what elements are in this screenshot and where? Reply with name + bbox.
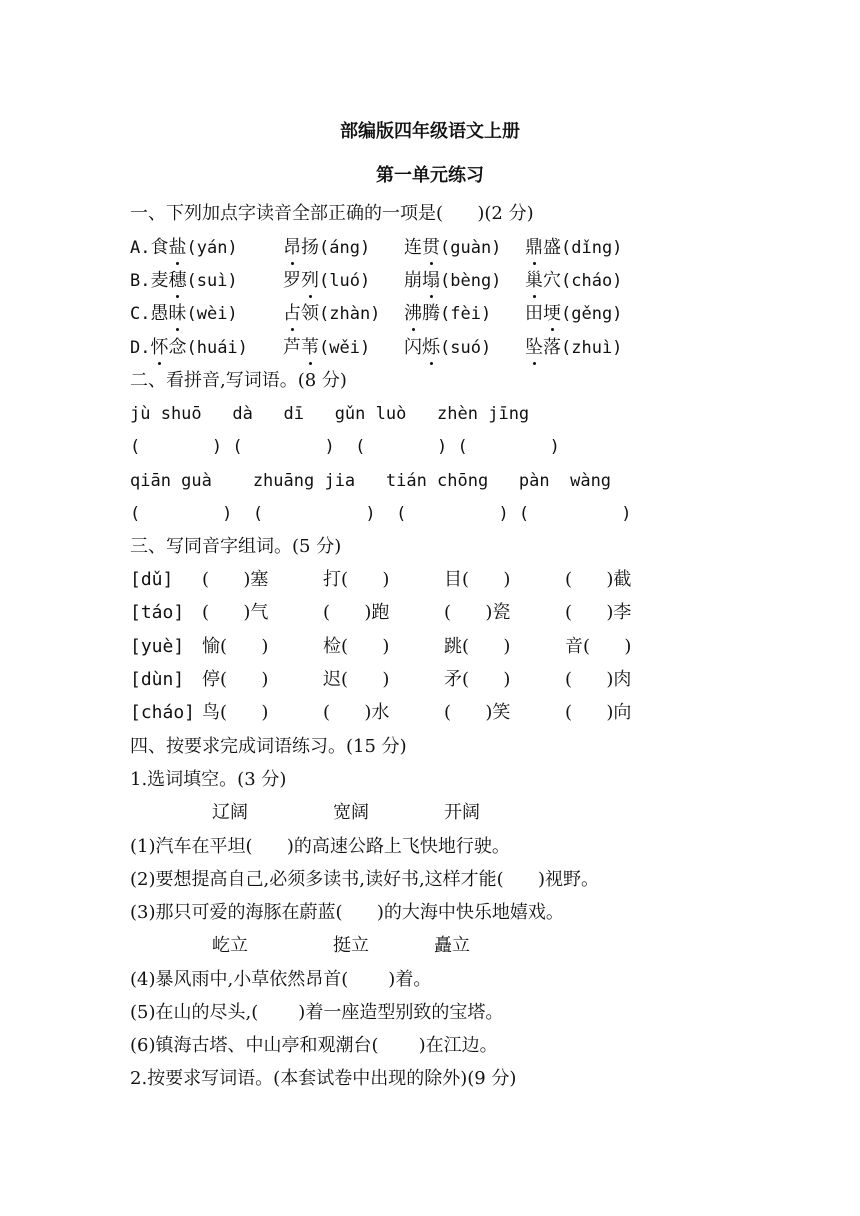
dotted-char: 贯 [422,237,440,258]
dotted-char: 塌 [422,270,440,291]
pinyin-annotation: (wèi) [186,304,238,324]
q2-heading: 二、看拼音,写词语。(8 分) [130,370,347,391]
pinyin-sound-label: [táo] [130,602,185,623]
word-char: 连 [404,237,422,258]
pinyin-annotation: (yán) [186,238,238,258]
q1-option-item [283,269,370,293]
pinyin-annotation: (guàn) [440,238,502,258]
word-char: 闪 [404,337,422,358]
q4-heading: 四、按要求完成词语练习。(15 分) [130,736,407,757]
q1-heading: 一、下列加点字读音全部正确的一项是( )(2 分) [130,203,534,224]
homophone-blank: ( )笑 [444,702,511,723]
word-option: 开阔 [444,802,480,823]
homophone-blank: 打( ) [323,569,390,590]
pinyin-sound-label: [dùn] [130,669,185,690]
dotted-char: 坠 [525,337,543,358]
homophone-blank: ( )肉 [565,669,632,690]
pinyin-annotation: (wěi) [319,338,371,358]
sentence-item: (1)汽车在平坦( )的高速公路上飞快地行驶。 [130,836,510,857]
dotted-char: 盐 [168,237,187,258]
dotted-char: 埂 [543,303,561,324]
word-char: 领 [301,303,319,324]
word-char: 腾 [422,303,440,324]
word-char: 念 [168,337,187,358]
pinyin-annotation: (fèi) [440,304,492,324]
homophone-blank: 迟( ) [323,669,390,690]
pinyin-annotation: (zhuì) [561,338,623,358]
sentence-item: (4)暴风雨中,小草依然昂首( )着。 [130,969,432,990]
word-char: 落 [543,337,561,358]
dotted-char: 苇 [301,337,319,358]
pinyin-annotation: (bèng) [440,271,502,291]
q1-option-item [283,236,370,260]
q1-option-item [525,236,622,260]
q1-option-item [283,336,370,360]
sentence-item: (3)那只可爱的海豚在蔚蓝( )的大海中快乐地嬉戏。 [130,902,564,923]
pinyin-annotation: (suó) [440,338,492,358]
word-char: 罗 [283,270,301,291]
q1-option-item [404,302,491,326]
homophone-blank: ( )向 [565,702,632,723]
word-option: 挺立 [333,935,369,956]
homophone-blank: 矛( ) [444,669,511,690]
word-option: 屹立 [212,935,248,956]
pinyin-annotation: (dǐng) [561,238,623,258]
dotted-char: 怀 [150,337,169,358]
q2-pinyin-row-2: qiān guà zhuāng jia tián chōng pàn wàng [130,471,612,491]
pinyin-annotation: (cháo) [561,271,623,291]
option-letter: D. [130,338,151,358]
dotted-char: 沸 [404,303,422,324]
dotted-char: 巢 [525,270,543,291]
pinyin-annotation: (suì) [186,271,238,291]
pinyin-annotation: (áng) [319,238,371,258]
q1-option-item [404,336,491,360]
homophone-blank: ( )截 [565,569,632,590]
page-title: 部编版四年级语文上册 [340,121,520,142]
dotted-char: 列 [301,270,319,291]
word-char: 崩 [404,270,422,291]
q1-option-item [525,336,622,360]
word-option: 宽阔 [333,802,369,823]
homophone-blank: 鸟( ) [202,702,269,723]
pinyin-annotation: (huái) [186,338,248,358]
homophone-blank: ( )李 [565,602,632,623]
word-char: 盛 [543,237,561,258]
word-char: 扬 [301,237,319,258]
q1-option-item [130,302,238,326]
pinyin-sound-label: [dǔ] [130,569,174,590]
q1-option-item [525,302,622,326]
sentence-item: (5)在山的尽头,( )着一座造型别致的宝塔。 [130,1002,504,1023]
q1-option-item [525,269,622,293]
dotted-char: 占 [283,303,301,324]
homophone-blank: 检( ) [323,636,390,657]
word-char: 田 [525,303,543,324]
q4-sub2-heading: 2.按要求写词语。(本套试卷中出现的除外)(9 分) [130,1068,517,1089]
pinyin-annotation: (zhàn) [319,304,381,324]
homophone-blank: ( )气 [202,602,269,623]
option-letter: C. [130,304,151,324]
q3-heading: 三、写同音字组词。(5 分) [130,536,342,557]
q1-option-item [404,236,501,260]
pinyin-annotation: (luó) [319,271,371,291]
dotted-char: 昧 [168,303,187,324]
homophone-blank: 目( ) [444,569,511,590]
q2-pinyin-row-1: jù shuō dà dī gǔn luò zhèn jīng [130,404,530,424]
homophone-blank: ( )塞 [202,569,269,590]
q2-blanks-row-1: ( ) ( ) ( ) ( ) [130,437,560,457]
q1-option-item [130,336,248,360]
dotted-char: 昂 [283,237,301,258]
word-char: 穴 [543,270,561,291]
q4-sub1-heading: 1.选词填空。(3 分) [130,769,287,790]
page-subtitle: 第一单元练习 [376,165,484,186]
sentence-item: (2)要想提高自己,必须多读书,读好书,这样才能( )视野。 [130,869,600,890]
word-option: 辽阔 [212,802,248,823]
dotted-char: 烁 [422,337,440,358]
pinyin-annotation: (gěng) [561,304,623,324]
q1-option-item [404,269,501,293]
option-letter: B. [130,271,151,291]
homophone-blank: 愉( ) [202,636,269,657]
dotted-char: 穗 [168,270,187,291]
option-letter: A. [130,238,151,258]
q2-blanks-row-2: ( ) ( ) ( ) ( ) [130,504,632,524]
homophone-blank: ( )水 [323,702,390,723]
homophone-blank: ( )跑 [323,602,390,623]
q1-option-item [130,236,238,260]
homophone-blank: 音( ) [565,636,632,657]
sentence-item: (6)镇海古塔、中山亭和观潮台( )在江边。 [130,1035,498,1056]
word-char: 麦 [150,270,169,291]
q1-option-item [130,269,238,293]
word-char: 芦 [283,337,301,358]
q1-option-item [283,302,380,326]
homophone-blank: 跳( ) [444,636,511,657]
pinyin-sound-label: [yuè] [130,636,185,657]
homophone-blank: ( )瓷 [444,602,511,623]
word-char: 食 [150,237,169,258]
word-option: 矗立 [434,935,470,956]
word-char: 愚 [150,303,169,324]
dotted-char: 鼎 [525,237,543,258]
homophone-blank: 停( ) [202,669,269,690]
pinyin-sound-label: [cháo] [130,702,196,723]
